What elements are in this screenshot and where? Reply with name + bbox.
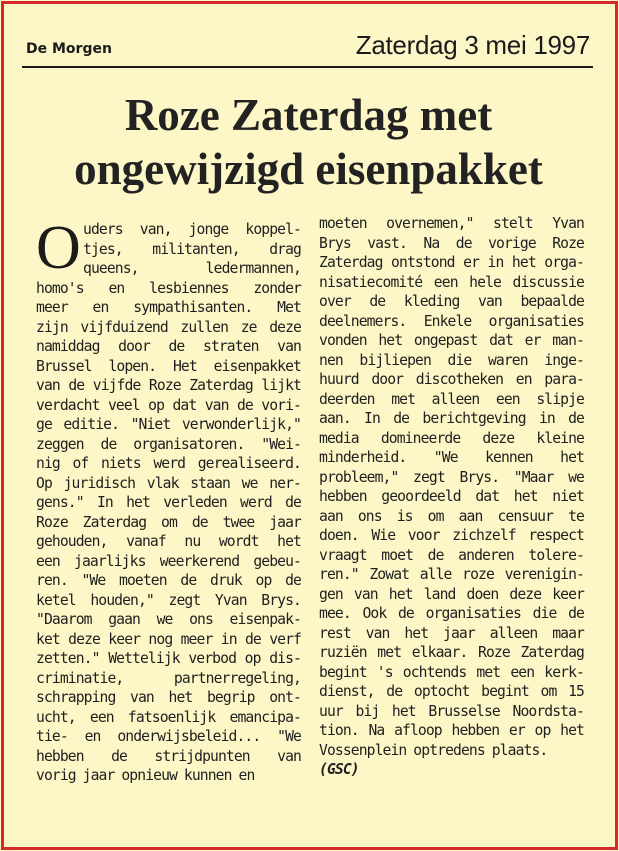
article-line: tie- en onderwijsbeleid... "We bbox=[36, 728, 301, 745]
article-line: gens." In het verleden werd de bbox=[36, 494, 301, 511]
article-line: "Daarom gaan we ons eisenpak- bbox=[36, 611, 301, 628]
article-line: moeten overnemen," stelt Yvan bbox=[319, 215, 584, 232]
article-line: queens, ledermannen, bbox=[83, 260, 301, 277]
article-line: meer en sympathisanten. Met bbox=[36, 299, 301, 316]
article-body bbox=[36, 214, 596, 820]
article-line: nig of niets werd gerealiseerd. bbox=[36, 455, 301, 472]
article-line: ge editie. "Niet verwonderlijk," bbox=[36, 416, 301, 433]
headline-line-1: Roze Zaterdag met bbox=[124, 90, 493, 140]
article-line: Op juridisch vlak staan we ner- bbox=[36, 474, 301, 492]
drop-cap: O bbox=[36, 214, 80, 282]
article-column-right bbox=[319, 214, 584, 780]
article-line: namiddag door de straten van bbox=[36, 338, 301, 355]
article-line: van de vijfde Roze Zaterdag lijkt bbox=[36, 377, 301, 394]
article-line: vraagt moet de anderen tolere- bbox=[319, 546, 584, 564]
article-line: huurd door discotheken en para- bbox=[319, 371, 584, 388]
article-line: dienst, de optocht begint om 15 bbox=[319, 683, 584, 700]
article-line: doen. Wie voor zichzelf respect bbox=[319, 527, 584, 544]
newspaper-clipping bbox=[1, 1, 618, 850]
article-line: zijn vijfduizend zullen ze deze bbox=[36, 318, 301, 336]
headline-line-2: ongewijzigd eisenpakket bbox=[74, 144, 543, 194]
article-line: aan. In de berichtgeving in de bbox=[319, 410, 584, 427]
author-initials: (GSC) bbox=[319, 761, 359, 778]
article-line: tion. Na afloop hebben er op het bbox=[319, 722, 584, 739]
article-line: mee. Ook de organisaties die de bbox=[319, 605, 584, 622]
article-line: schrapping van het begrip ont- bbox=[36, 689, 301, 706]
article-line: gehouden, vanaf nu wordt het bbox=[36, 533, 301, 550]
article-line: uders van, jonge koppel- bbox=[83, 221, 301, 238]
article-line: over de kleding van bepaalde bbox=[319, 293, 584, 310]
article-line: vonden het ongepast dat er man- bbox=[319, 332, 584, 349]
header-rule bbox=[22, 66, 593, 68]
article-line: zetten." Wettelijk verbod op dis- bbox=[36, 650, 301, 667]
article-line: ket deze keer nog meer in de verf bbox=[36, 630, 301, 648]
article-line: uur bij het Brusselse Noordsta- bbox=[319, 702, 584, 720]
article-line: vorig jaar opnieuw kunnen en bbox=[36, 767, 255, 784]
article-line: homo's en lesbiennes zonder bbox=[36, 279, 301, 297]
article-line: hebben geoordeeld dat het niet bbox=[319, 488, 584, 505]
article-line: een jaarlijks weerkerend gebeu- bbox=[36, 552, 301, 570]
article-line: Zaterdag ontstond er in het orga- bbox=[319, 254, 584, 271]
article-line: Roze Zaterdag om de twee jaar bbox=[36, 513, 301, 531]
article-line: nen bijliepen die waren inge- bbox=[319, 351, 584, 369]
article-line: probleem," zegt Brys. "Maar we bbox=[319, 468, 584, 486]
article-line: hebben de strijdpunten van bbox=[36, 747, 301, 765]
article-line: verdacht veel op dat van de vori- bbox=[36, 396, 301, 414]
headline bbox=[24, 88, 593, 196]
article-line: minderheid. "We kennen het bbox=[319, 449, 584, 466]
newspaper-name: De Morgen bbox=[26, 41, 112, 57]
article-line: nisatiecomité een hele discussie bbox=[319, 273, 584, 291]
article-line: ren." Zowat alle roze verenigin- bbox=[319, 566, 584, 583]
article-line: Vossenplein optredens plaats. bbox=[319, 741, 548, 759]
article-line: rest van het jaar alleen maar bbox=[319, 624, 584, 642]
article-line: ketel houden," zegt Yvan Brys. bbox=[36, 591, 301, 609]
article-line: media domineerde deze kleine bbox=[319, 429, 584, 447]
article-line: deerden met alleen een slipje bbox=[319, 390, 584, 408]
article-line: ruziën met elkaar. Roze Zaterdag bbox=[319, 644, 584, 661]
article-line: begint 's ochtends met een kerk- bbox=[319, 663, 584, 681]
article-line: ren. "We moeten de druk op de bbox=[36, 572, 301, 589]
article-line: aan ons is om aan censuur te bbox=[319, 507, 584, 525]
article-line: tjes, militanten, drag bbox=[83, 240, 301, 258]
issue-date: Zaterdag 3 mei 1997 bbox=[355, 30, 590, 60]
article-line: criminatie, partnerregeling, bbox=[36, 669, 301, 687]
article-line: Brys vast. Na de vorige Roze bbox=[319, 234, 584, 252]
article-line: Brussel lopen. Het eisenpakket bbox=[36, 357, 301, 375]
article-line: zeggen de organisatoren. "Wei- bbox=[36, 435, 301, 453]
article-line: gen van het land doen deze keer bbox=[319, 585, 584, 603]
article-column-left bbox=[36, 214, 301, 786]
article-line: deelnemers. Enkele organisaties bbox=[319, 312, 584, 330]
article-line: ucht, een fatsoenlijk emancipa- bbox=[36, 708, 301, 726]
